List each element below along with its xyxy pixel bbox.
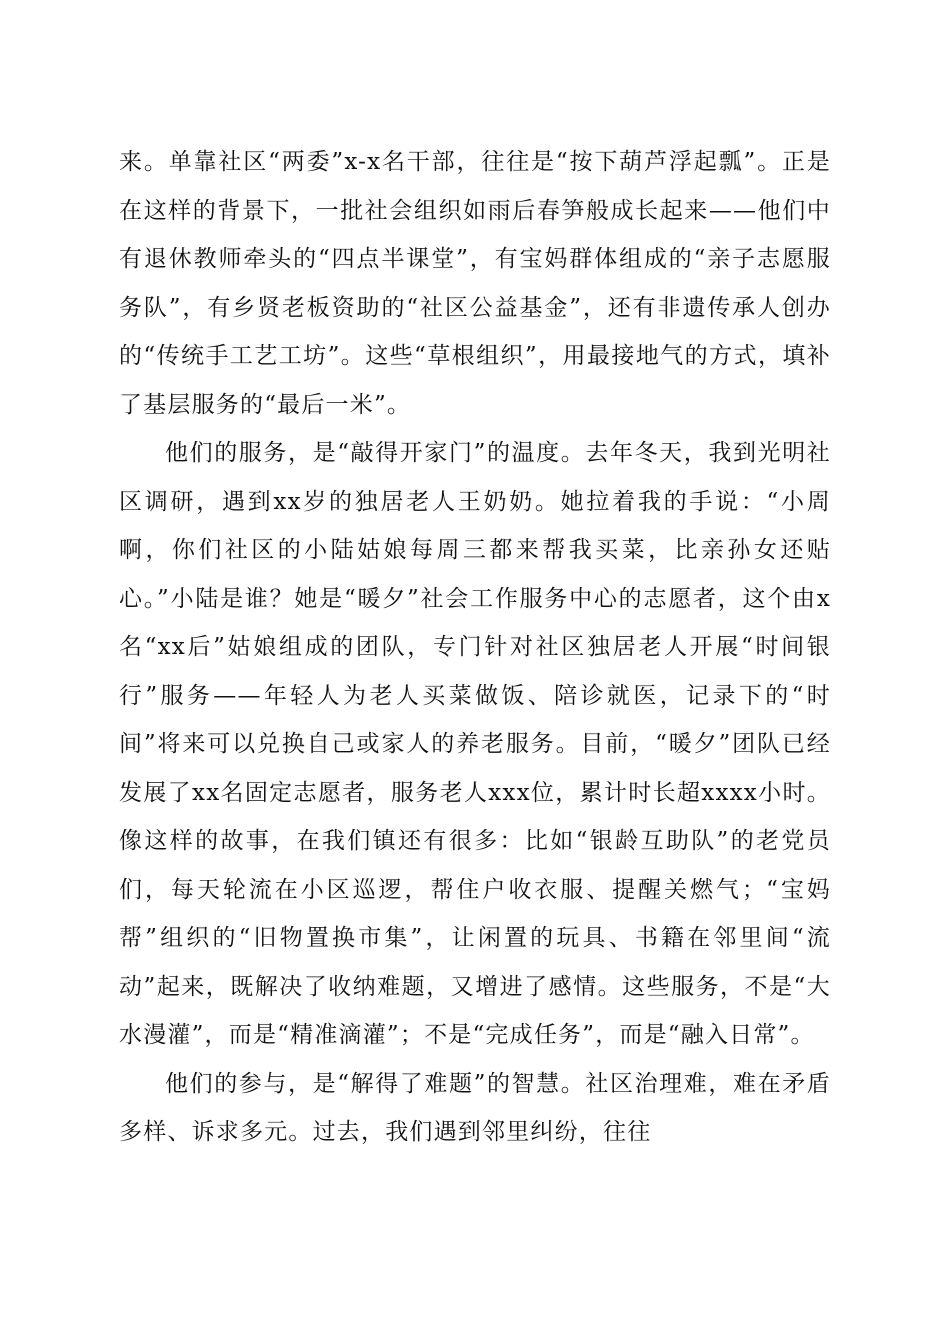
paragraph-3: 他们的参与，是“解得了难题”的智慧。社区治理难，难在矛盾多样、诉求多元。过去，我们遇到邻里纠纷，往往 [119, 1070, 831, 1145]
body-text [119, 138, 831, 1157]
paragraph-2: 他们的服务，是“敲得开家门”的温度。去年冬天，我到光明社区调研，遇到xx岁的独居老人王奶奶。她拉着我的手说：“小周啊，你们社区的小陆姑娘每周三都来帮我买菜，比亲孙女还贴心。”小陆是谁？她是“暖夕”社会工作服务中心的志愿者，这个由x名“xx后”姑娘组成的团队，专门针对社区独居老人开展“时间银行”服务——年轻人为老人买菜做饭、陪诊就医，记录下的“时间”将来可以兑换自己或家人的养老服务。目前，“暖夕”团队已经发展了xx名固定志愿者，服务老人xxx位，累计时长超xxxx小时。像这样的故事，在我们镇还有很多：比如“银龄互助队”的老党员们，每天轮流在小区巡逻，帮住户收衣服、提醒关燃气；“宝妈帮”组织的“旧物置换市集”，让闲置的玩具、书籍在邻里间“流动”起来，既解决了收纳难题，又增进了感情。这些服务，不是“大水漫灌”，而是“精准滴灌”；不是“完成任务”，而是“融入日常”。 [119, 440, 831, 1048]
paragraph-1: 来。单靠社区“两委”x-x名干部，往往是“按下葫芦浮起瓢”。正是在这样的背景下，一批社会组织如雨后春笋般成长起来——他们中有退休教师牵头的“四点半课堂”，有宝妈群体组成的“亲子志愿服务队”，有乡贤老板资助的“社区公益基金”，还有非遗传承人创办的“传统手工艺工坊”。这些“草根组织”，用最接地气的方式，填补了基层服务的“最后一米”。 [119, 149, 831, 418]
